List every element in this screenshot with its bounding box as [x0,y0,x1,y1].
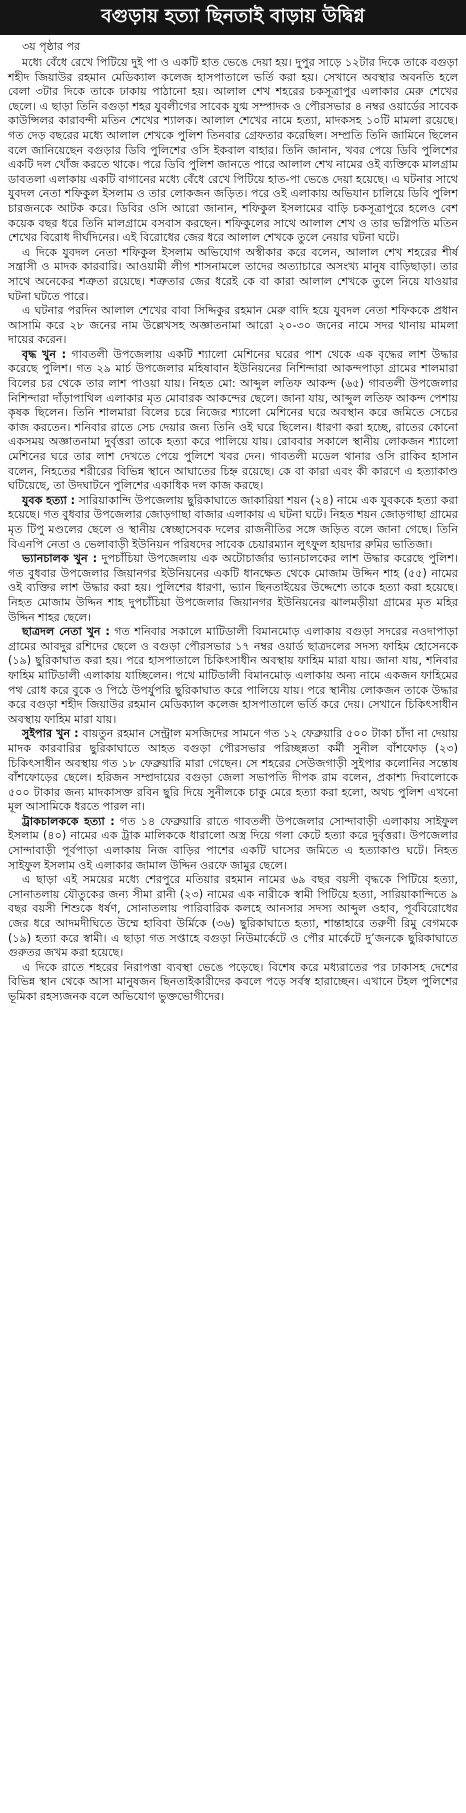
article-paragraph [8,246,458,304]
subheading: ভ্যানচালক খুন : [22,552,98,566]
headline: বগুড়ায় হত্যা ছিনতাই বাড়ায় উদ্বিগ্ন [101,6,365,27]
article-paragraph [8,873,458,961]
article-paragraph [8,304,458,348]
paragraph-text: এ ঘটনার পরদিন আলাল শেখের বাবা সিদ্দিকুর রহমান মেরু বাদি হয়ে যুবদল নেতা শফিককে প্রধান আসামি করে ২৮ জনের নাম উল্লেখসহ অজ্ঞাতনামা আরো ২০-৩০ জনের নামে সদর থানায় মামলা দায়ের করেন। [8,304,458,347]
article-paragraph [8,815,458,873]
paragraph-text: এ দিকে রাতে শহরের নিরাপত্তা ব্যবস্থা ভেঙে পড়েছে। বিশেষ করে মধ্যরাতের পর ঢাকাসহ দেশের বিভিন্ন স্থান থেকে আসা মানুষজন ছিনতাইকারীদের কবলে পড়ে সর্বস্ব হারাচ্ছেন। এখানে টহল পুলিশের ভূমিকা রহস্যজনক বলে অভিযোগ ভুক্তভোগীদের। [8,960,458,1003]
paragraph-text: গত শনিবার সকালে মাটিডালী বিমানমোড় এলাকায় বগুড়া সদরের নওদাপাড়া গ্রামের আবদুর রশিদের ছেলে ও বগুড়া পৌরসভার ১৭ নম্বর ওয়ার্ড ছাত্রদলের সদস্য ফাহিম হোসেনকে (১৯) ছুরিকাঘাত করা হয়। পরে হাসপাতালে চিকিৎসাধীন অবস্থায় ফাহিম মারা যায়। জানা যায়, শনিবার ফাহিম মাটিডালী এলাকায় যাচ্ছিলেন। পথে মাটিডালী বিমানমোড় এলাকায় অন্য নামে একজন ফাহিমের পথ রোধ করে বুকে ও পিঠে উপর্যুপরি ছুরিকাঘাত করে পালিয়ে যায়। পরে স্থানীয় লোকজন তাকে উদ্ধার করে বগুড়া শহীদ জিয়াউর রহমান মেডিক্যাল কলেজ হাসপাতালে ভর্তি করে দেয়। সেখানে চিকিৎসাধীন অবস্থায় ফাহিম মারা যায়। [8,625,458,726]
subheading: সুইপার খুন : [22,727,79,741]
article-body [8,56,458,1005]
article-paragraph [8,56,458,246]
paragraph-text: বায়তুন রহমান সেন্ট্রাল মসজিদের সামনে গত ১২ ফেব্রুয়ারি ৫০০ টাকা চাঁদা না দেয়ায় মাদক কারবারির ছুরিকাঘাতে আহত বগুড়া পৌরসভার পরিচ্ছন্নতা কর্মী সুনীল বাঁশফোড় (২৩) চিকিৎসাধীন অবস্থায় গত ১৮ ফেব্রুয়ারি মারা গেছেন। সে শহরের সেউজগাড়ী সুইপার কলোনির সন্তোষ বাঁশফোড়ের ছেলে। হরিজন সম্প্রদায়ের বগুড়া জেলা সভাপতি দীপক রাম বলেন, প্রকাশ্য দিবালোকে ৫০০ টাকার জন্য মাদকাসক্ত রবিন ছুরি দিয়ে সুনীলকে চাকু মেরে হত্যা করা হলো, অথচ পুলিশ এখনো মূল আসামিকে ধরতে পারল না। [8,727,458,814]
paragraph-text: এ দিকে যুবদল নেতা শফিকুল ইসলাম অভিযোগ অস্বীকার করে বলেন, আলাল শেখ শহরের শীর্ষ সন্ত্রাসী ও মাদক কারবারি। আওয়ামী লীগ শাসনামলে তাদের অত্যাচারে অসংখ্য মানুষ বাড়িছাড়া। তার সাথে অনেকের শত্রুতা রয়েছে। শত্রুতার জের ধরেই কে বা কারা আলাল শেখকে তুলে নিয়ে যাওয়ার ঘটনা ঘটতে পারে। [8,245,458,303]
continued-from-label: ৩য় পৃষ্ঠার পর [22,40,81,53]
article-paragraph [8,961,458,1005]
paragraph-text: গাবতলী উপজেলায় একটি শ্যালো মেশিনের ঘরের পাশ থেকে এক বৃদ্ধের লাশ উদ্ধার করেছে পুলিশ। গত ২৯ মার্চ উপজেলার মহিষাবান ইউনিয়নের নিশিন্দারা আকন্দপাড়া গ্রামের শালমারা বিলের চর থেকে তার লাশ পাওয়া যায়। নিহত মো: আব্দুল লতিফ আকন্দ (৬৫) গাবতলী উপজেলার নিশিন্দারা দাঁড়াপাথিল এলাকার মৃত মোবারক আকন্দের ছেলে। জানা যায়, আব্দুল লতিফ আকন্দ পেশায় কৃষক ছিলেন। তিনি শালমারা বিলের চরে নিজের শ্যালো মেশিনের ঘরে অবস্থান করে জমিতে সেচের কাজ করতেন। শনিবার রাতে সেচ দেয়ার জন্য তিনি ওই ঘরে ছিলেন। ধারণা করা হচ্ছে, রাতের কোনো একসময় অজ্ঞাতনামা দুর্বৃত্তরা তাকে হত্যা করে পালিয়ে যায়। রোববার সকালে স্থানীয় লোকজন শ্যালো মেশিনের ঘরে তার লাশ দেখতে পেয়ে পুলিশে খবর দেন। গাবতলী মডেল থানার ওসি রাকিব হাসান বলেন, নিহতের শরীরের বিভিন্ন স্থানে আঘাতের চিহ্ন রয়েছে। কে বা কারা এবং কী কারণে এ হত্যাকাণ্ড ঘটিয়েছে, তা উদঘাটনে পুলিশের একাধিক দল কাজ করছে। [8,347,458,493]
article-paragraph [8,727,458,815]
paragraph-text: দুপচাঁচিয়া উপজেলায় এক অটোচার্জার ভ্যানচালকের লাশ উদ্ধার করেছে পুলিশ। গত বুধবার উপজেলার জিয়ানগর ইউনিয়নের একটি ধানক্ষেত থেকে মোজাম উদ্দিন শাহ (৫৫) নামের ওই ব্যক্তির লাশ উদ্ধার করা হয়। পুলিশের ধারণা, ভ্যান ছিনতাইয়ের উদ্দেশ্যে তাকে হত্যা করা হয়েছে। নিহত মোজাম উদ্দিন শাহ দুপচাঁচিয়া উপজেলার জিয়ানগর ইউনিয়নের ঝালমড়ীয়া গ্রামের মৃত মহির উদ্দিন শাহর ছেলে। [8,552,458,624]
article-paragraph [8,625,458,727]
article-paragraph [8,348,458,494]
paragraph-text: মধ্যে বেঁধে রেখে পিটিয়ে দুই পা ও একটি হাত ভেঙে দেয়া হয়। দুপুর সাড়ে ১২টার দিকে তাকে বগুড়া শহীদ জিয়াউর রহমান মেডিক্যাল কলেজ হাসপাতালে ভর্তি করা হয়। সেখানে অবস্থার অবনতি হলে বেলা ৩টার দিকে তাকে ঢাকায় পাঠানো হয়। আলাল শেখ শহরের চকসূত্রাপুর এলাকার মেরু শেখের ছেলে। এ ছাড়া তিনি বগুড়া শহর যুবলীগের সাবেক যুগ্ম সম্পাদক ও পৌরসভার ৪ নম্বর ওয়ার্ডের সাবেক কাউন্সিলর কারাবন্দী মতিন শেখের শ্যালক। আলাল শেখের নামে হত্যা, মাদকসহ ১০টি মামলা রয়েছে। গত দেড় বছরের মধ্যে আলাল শেখকে পুলিশ তিনবার গ্রেফতার করেছিল। সম্প্রতি তিনি জামিনে ছিলেন বলে জানিয়েছেন বগুড়ার ডিবি পুলিশের ওসি ইকবাল বাহার। তিনি জানান, খবর পেয়ে ডিবি পুলিশের একটি দল খোঁজ করতে থাকে। পরে ডিবি পুলিশ জানতে পারে আলাল শেখ নামের ওই ব্যক্তিকে মালগ্রাম ডাবতলা এলাকায় একটি বাগানের মধ্যে বেঁধে রেখে পিটিয়ে হাত-পা ভেঙে দেয়া হয়েছে। এ ঘটনার সাথে যুবদল নেতা শফিকুল ইসলাম ও তার লোকজন জড়িত। পরে ওই এলাকায় অভিযান চালিয়ে ডিবি পুলিশ চারজনকে আটক করে। ডিবির ওসি আরো জানান, শফিকুল ইসলামের বাড়ি চকসূত্রাপুরে হলেও বেশ কয়েক বছর ধরে তিনি মালগ্রামে বসবাস করছেন। শফিকুলের সাথে আলাল শেখ ও তার ভগ্নিপতি মতিন শেখের বিরোধ দীর্ঘদিনের। এই বিরোধের জের ধরে আলাল শেখকে তুলে নেয়ার ঘটনা ঘটে। [8,56,458,245]
article-paragraph [8,494,458,552]
paragraph-text: গত ১৪ ফেব্রুয়ারি রাতে গাবতলী উপজেলার সোন্দাবাড়ী এলাকায় সাইফুল ইসলাম (৪০) নামের এক ট্রাক মালিককে ধারালো অস্ত্র দিয়ে গলা কেটে হত্যা করে দুর্বৃত্তরা। উপজেলার সোন্দাবাড়ী পূর্বপাড়া এলাকায় নিজ বাড়ির পাশের একটি ঘাসের জমিতে এ হত্যাকাণ্ড ঘটে। নিহত সাইফুল ইসলাম ওই এলাকার জামাল উদ্দিন ওরফে জামুর ছেলে। [8,814,458,872]
subheading: ছাত্রদল নেতা খুন : [22,625,110,639]
subheading: ট্রাকচালককে হত্যা : [22,814,115,828]
headline-banner [0,0,466,35]
paragraph-text: সারিয়াকান্দি উপজেলায় ছুরিকাঘাতে জাকারিয়া শয়ন (২৪) নামে এক যুবককে হত্যা করা হয়েছে। গত বুধবার উপজেলার জোড়গাছা বাজার এলাকায় এ ঘটনা ঘটে। নিহত শয়ন জোড়গাছা গ্রামের মৃত টিপু মণ্ডলের ছেলে ও স্থানীয় স্বেচ্ছাসেবক দলের রাজনীতির সঙ্গে জড়িত বলে জানা গেছে। তিনি বিএনপি নেতা ও ভেলাবাড়ী ইউনিয়ন পরিষদের সাবেক চেয়ারম্যান লুৎফুল হায়দার রুমির ভাতিজা। [8,493,458,551]
paragraph-text: এ ছাড়া এই সময়ের মধ্যে শেরপুরে মতিয়ার রহমান নামের ৬৯ বছর বয়সী বৃদ্ধকে পিটিয়ে হত্যা, সোনাতলায় যৌতুকের জন্য সীমা রানী (২৩) নামের এক নারীকে স্বামী পিটিয়ে হত্যা, সারিয়াকান্দিতে ৯ বছর বয়সী শিশুকে ধর্ষণ, সোনাতলায় পারিবারিক কলহে আনসার সদস্য আব্দুল ওহাব, পূর্ববিরোধের জের ধরে আদমদীঘিতে উম্মে হাবিবা উর্মিকে (৩৬) ছুরিকাঘাতে হত্যা, শান্তাহারে তরুণী রিমু বেগমকে (১৯) হত্যা করে স্বামী। এ ছাড়া গত সপ্তাহে বগুড়া নিউমার্কেটে ও পৌর মার্কেটে দু’জনকে ছুরিকাঘাতে গুরুতর জখম করা হয়েছে। [8,873,458,960]
subheading: বৃদ্ধ খুন : [22,347,67,361]
article-paragraph [8,552,458,625]
subheading: যুবক হত্যা : [22,493,76,507]
